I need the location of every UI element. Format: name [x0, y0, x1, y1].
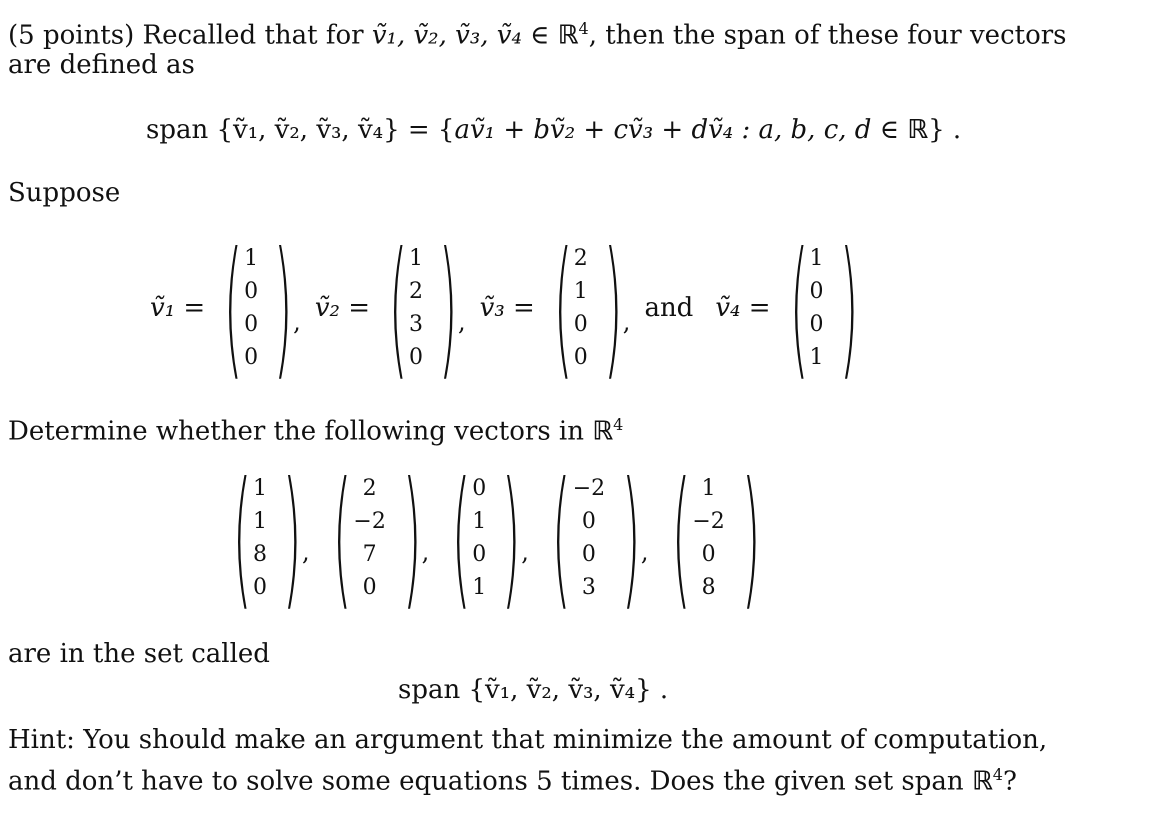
- right-paren: ): [438, 221, 458, 395]
- span-final: [398, 672, 668, 708]
- v2-vector: [384, 221, 458, 395]
- entry: 1: [809, 246, 824, 271]
- entry: 0: [472, 476, 487, 501]
- v1-label: ṽ₁ =: [150, 293, 206, 323]
- are-in-set-line: are in the set called: [8, 639, 270, 669]
- entry: 1: [573, 279, 588, 304]
- test-vector-5: [667, 451, 761, 625]
- right-paren: ): [603, 221, 623, 395]
- in-symbol: ∈: [521, 20, 558, 51]
- entry: 0: [253, 575, 267, 600]
- entry: 0: [581, 542, 596, 567]
- hint-line-2: [8, 757, 1017, 800]
- entry: 1: [472, 575, 487, 600]
- left-paren: (: [452, 451, 471, 625]
- determine-line: [8, 407, 623, 450]
- left-paren: (: [388, 221, 408, 395]
- right-paren: ): [402, 451, 422, 625]
- entry: 0: [244, 312, 259, 337]
- determine-text: Determine whether the following vectors in: [8, 416, 593, 447]
- vector-list: ṽ₁, ṽ₂, ṽ₃, ṽ₄: [371, 20, 522, 51]
- right-paren: ): [839, 221, 858, 395]
- entry: 1: [809, 345, 824, 370]
- comma: ,: [421, 538, 430, 566]
- span-definition-lhs: span {ṽ₁, ṽ₂, ṽ₃, ṽ₄} = {: [146, 115, 455, 145]
- dimension-superscript: 4: [613, 415, 624, 434]
- test-vectors-row: [224, 451, 761, 625]
- entry: −2: [353, 509, 386, 534]
- basis-vectors-row: [150, 221, 858, 395]
- entry: 0: [581, 509, 596, 534]
- comma: ,: [622, 308, 631, 336]
- dimension-superscript: 4: [992, 765, 1003, 784]
- entry: 1: [701, 476, 716, 501]
- reals-symbol: ℝ: [557, 20, 579, 51]
- entry: 1: [472, 509, 487, 534]
- entry: 8: [253, 542, 267, 567]
- comma: ,: [302, 538, 310, 566]
- v4-vector: [785, 221, 858, 395]
- entry: 0: [809, 279, 824, 304]
- dimension-superscript: 4: [578, 19, 589, 38]
- test-vector-3: [447, 451, 521, 625]
- left-paren: (: [332, 451, 352, 625]
- entry: 0: [472, 542, 487, 567]
- entry: 0: [244, 279, 259, 304]
- entry: 1: [253, 476, 267, 501]
- right-paren: ): [621, 451, 641, 625]
- test-vector-2: [328, 451, 422, 625]
- left-paren: (: [671, 451, 691, 625]
- v3-vector: [549, 221, 623, 395]
- reals-symbol: ℝ: [592, 416, 614, 447]
- reals-symbol: ℝ: [971, 766, 993, 797]
- v4-label: ṽ₄ =: [715, 293, 771, 323]
- hint-text: and don’t have to solve some equations 5 times. Does the given set span: [8, 766, 972, 797]
- entry: 0: [244, 345, 259, 370]
- suppose-label: Suppose: [8, 178, 121, 208]
- entry: 7: [362, 542, 377, 567]
- entry: 3: [581, 575, 596, 600]
- comma: ,: [293, 308, 301, 336]
- left-paren: (: [232, 451, 252, 625]
- left-paren: (: [789, 221, 808, 395]
- comma: ,: [521, 538, 529, 566]
- entry: 0: [701, 542, 716, 567]
- left-paren: (: [553, 221, 573, 395]
- reals-symbol: ℝ: [907, 115, 929, 145]
- test-vector-4: [547, 451, 641, 625]
- span-definition-rhs: aṽ₁ + bṽ₂ + cṽ₃ + dṽ₄ : a, b, c, d ∈: [454, 115, 908, 145]
- v1-vector: [219, 221, 293, 395]
- entry: 1: [408, 246, 423, 271]
- comma: ,: [640, 538, 649, 566]
- entry: −2: [572, 476, 606, 501]
- hint-line-1: Hint: You should make an argument that minimize the amount of computation,: [8, 725, 1048, 755]
- comma: ,: [457, 308, 466, 336]
- intro-line-2: are defined as: [8, 50, 195, 80]
- entry: 2: [573, 246, 588, 271]
- entry: −2: [692, 509, 725, 534]
- left-paren: (: [223, 221, 243, 395]
- entry: 0: [362, 575, 377, 600]
- test-vector-1: [228, 451, 302, 625]
- and-word: and: [644, 293, 694, 323]
- entry: 2: [362, 476, 377, 501]
- intro-text-end: , then the span of these four vectors: [588, 20, 1067, 51]
- right-paren: ): [273, 221, 293, 395]
- entry: 3: [408, 312, 423, 337]
- entry: 0: [408, 345, 423, 370]
- entry: 0: [573, 345, 588, 370]
- span-final-text: span {ṽ₁, ṽ₂, ṽ₃, ṽ₄} .: [398, 675, 669, 705]
- right-paren: ): [282, 451, 302, 625]
- entry: 0: [809, 312, 824, 337]
- left-paren: (: [551, 451, 571, 625]
- span-definition: [146, 112, 961, 148]
- entry: 8: [701, 575, 716, 600]
- entry: 2: [408, 279, 423, 304]
- v3-label: ṽ₃ =: [479, 293, 535, 323]
- hint-question-mark: ?: [1002, 766, 1017, 797]
- right-paren: ): [502, 451, 521, 625]
- right-paren: ): [741, 451, 761, 625]
- v2-label: ṽ₂ =: [314, 293, 370, 323]
- entry: 0: [573, 312, 588, 337]
- span-definition-end: } .: [928, 115, 962, 145]
- entry: 1: [244, 246, 259, 271]
- intro-text: (5 points) Recalled that for: [8, 20, 372, 51]
- entry: 1: [253, 509, 267, 534]
